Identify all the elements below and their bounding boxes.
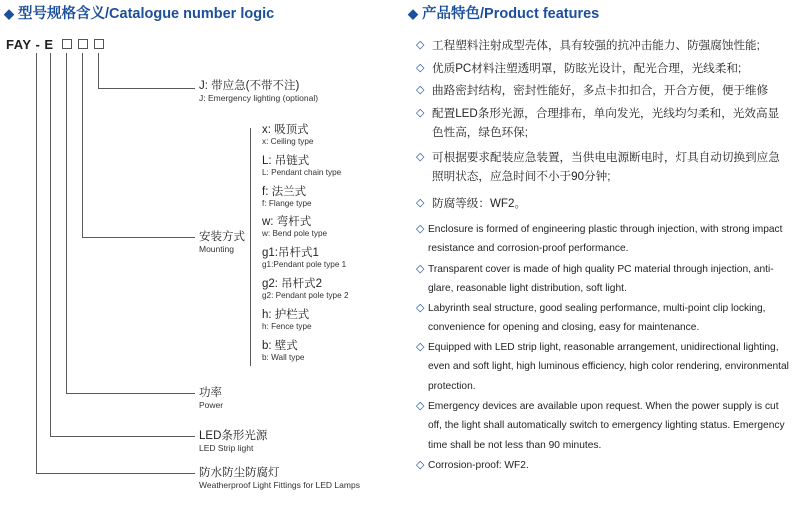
mount-option: x: 吸顶式 x: Ceiling type <box>262 124 314 146</box>
line-emergency-h <box>98 88 195 89</box>
line-emergency <box>98 53 99 89</box>
catalogue-header <box>4 2 274 23</box>
line-power <box>66 53 67 394</box>
line-power-h <box>66 393 195 394</box>
feature-en-item: ◇ Corrosion-proof: WF2. <box>416 456 794 475</box>
code-box-2 <box>78 39 88 49</box>
code-box-3 <box>94 39 104 49</box>
diamond-outline-icon: ◇ <box>416 62 425 74</box>
line-led <box>50 53 51 437</box>
mount-option: h: 护栏式 h: Fence type <box>262 309 312 331</box>
diamond-outline-icon: ◇ <box>416 400 425 412</box>
mounting-label: 安装方式 Mounting <box>199 231 245 254</box>
diamond-outline-icon: ◇ <box>416 39 425 51</box>
catalogue-title: 型号规格含义/Catalogue number logic <box>18 6 275 22</box>
diamond-outline-icon: ◇ <box>416 263 425 275</box>
diamond-outline-icon: ◇ <box>416 302 425 314</box>
led-label: LED条形光源 LED Strip light <box>199 430 268 453</box>
feature-en-item: ◇ Emergency devices are available upon request. When the power supply is cut off, the light shall automatically switch to emergency lighting status. Emergency time shall be not less than 90 minutes. <box>416 397 794 455</box>
model-code: FAY - E <box>6 37 54 52</box>
feature-zh-item: ◇ 曲路密封结构，密封性能好，多点卡扣扣合，开合方便，便于维修 <box>416 81 788 100</box>
diamond-outline-icon: ◇ <box>416 151 425 163</box>
features-title: 产品特色/Product features <box>422 6 600 22</box>
mount-option: L: 吊链式 L: Pendant chain type <box>262 155 342 177</box>
line-mounting <box>82 53 83 238</box>
mount-option: g2: 吊杆式2 g2: Pendant pole type 2 <box>262 278 349 300</box>
feature-en-item: ◇ Transparent cover is made of high quality PC material through injection, anti-glare, reasonable light distribution, soft light. <box>416 260 794 299</box>
feature-zh-item: ◇ 配置LED条形光源，合理排布，单向发光，光线均匀柔和，光效高显色性高，绿色环保; <box>416 104 788 143</box>
diamond-outline-icon: ◇ <box>416 223 425 235</box>
power-label: 功率 Power <box>199 387 224 410</box>
mounting-bracket <box>250 128 251 366</box>
feature-en-item: ◇ Labyrinth seal structure, good sealing performance, multi-point clip locking, convenience for opening and closing, easy for maintenance. <box>416 299 794 338</box>
diamond-outline-icon: ◇ <box>416 84 425 96</box>
features-header <box>408 2 599 23</box>
line-product <box>36 53 37 474</box>
diamond-outline-icon: ◇ <box>416 341 425 353</box>
mount-option: f: 法兰式 f: Flange type <box>262 186 312 208</box>
diamond-outline-icon: ◇ <box>416 459 425 471</box>
emergency-label: J: 带应急(不带不注) J: Emergency lighting (optional) <box>199 80 319 103</box>
diamond-outline-icon: ◇ <box>416 107 425 119</box>
mount-option: b: 壁式 b: Wall type <box>262 340 305 362</box>
feature-zh-item: ◇ 防腐等级：WF2。 <box>416 194 788 213</box>
line-mounting-h <box>82 237 195 238</box>
feature-zh-item: ◇ 工程塑料注射成型壳体，具有较强的抗冲击能力、防强腐蚀性能; <box>416 36 788 55</box>
feature-zh-item: ◇ 优质PC材料注塑透明罩，防眩光设计，配光合理，光线柔和; <box>416 59 788 78</box>
line-led-h <box>50 436 195 437</box>
line-product-h <box>36 473 195 474</box>
mount-option: w: 弯杆式 w: Bend pole type <box>262 216 328 238</box>
product-label: 防水防尘防腐灯 Weatherproof Light Fittings for LED Lamps <box>199 467 360 490</box>
code-box-1 <box>62 39 72 49</box>
diamond-bullet-icon: ◆ <box>4 6 14 21</box>
mount-option: g1:吊杆式1 g1:Pendant pole type 1 <box>262 247 347 269</box>
feature-en-item: ◇ Equipped with LED strip light, reasonable arrangement, unidirectional lighting, even and soft light, high luminous efficiency, high color rendering, environmental protection. <box>416 338 794 396</box>
feature-en-item: ◇ Enclosure is formed of engineering plastic through injection, with strong impact resistance and corrosion-proof performance. <box>416 220 794 259</box>
diamond-outline-icon: ◇ <box>416 197 425 209</box>
diamond-bullet-icon: ◆ <box>408 6 418 21</box>
feature-zh-item: ◇ 可根据要求配装应急装置，当供电电源断电时，灯具自动切换到应急照明状态，应急时间不小于90分钟; <box>416 148 788 187</box>
